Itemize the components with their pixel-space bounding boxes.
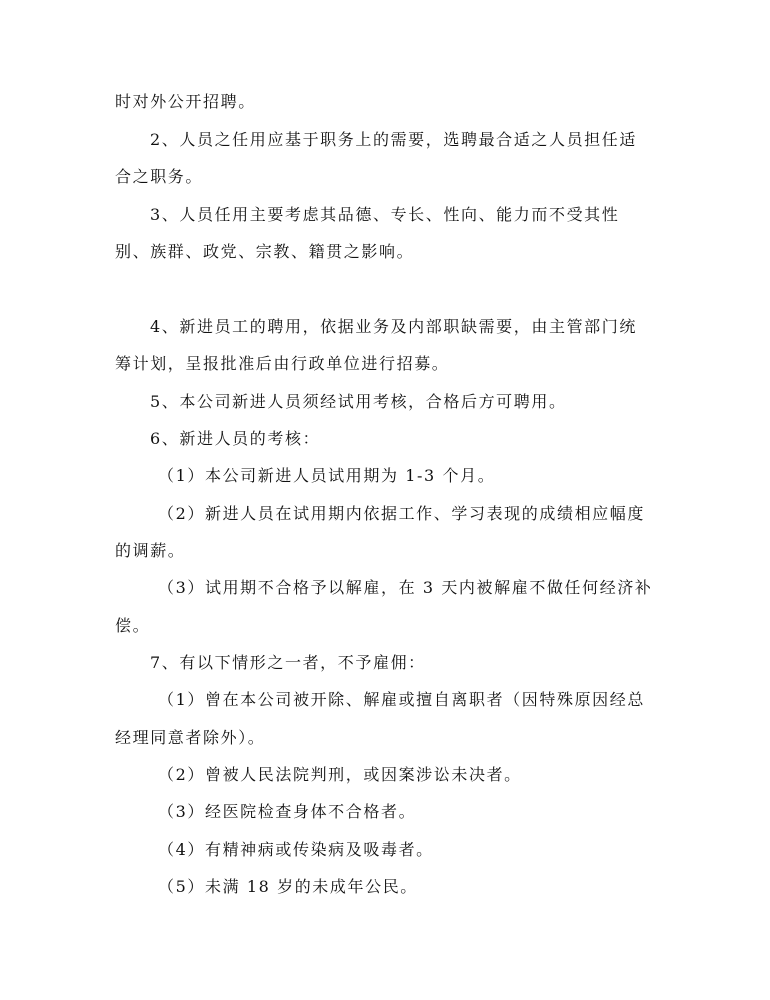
text-line-21: （5）未满 18 岁的未成年公民。 xyxy=(158,877,418,896)
text-line-2: 2、人员之任用应基于职务上的需要，选聘最合适之人员担任适 xyxy=(150,130,637,149)
text-line-15: 7、有以下情形之一者，不予雇佣： xyxy=(150,653,426,672)
text-line-20: （4）有精神病或传染病及吸毒者。 xyxy=(158,840,434,859)
text-line-5: 别、族群、政党、宗教、籍贯之影响。 xyxy=(115,242,415,261)
text-line-14: 偿。 xyxy=(115,616,151,635)
text-line-7: 筹计划，呈报批准后由行政单位进行招募。 xyxy=(115,354,450,373)
text-line-6: 4、新进员工的聘用，依据业务及内部职缺需要，由主管部门统 xyxy=(150,317,637,336)
text-line-9: 6、新进人员的考核： xyxy=(150,429,321,448)
text-line-17: 经理同意者除外）。 xyxy=(115,728,266,747)
text-line-4: 3、人员任用主要考虑其品德、专长、性向、能力而不受其性 xyxy=(150,205,620,224)
text-line-12: 的调薪。 xyxy=(115,541,186,560)
text-line-19: （3）经医院检查身体不合格者。 xyxy=(158,802,417,821)
text-line-11: （2）新进人员在试用期内依据工作、学习表现的成绩相应幅度 xyxy=(158,504,645,523)
text-line-18: （2）曾被人民法院判刑，或因案涉讼未决者。 xyxy=(158,765,522,784)
text-line-1: 时对外公开招聘。 xyxy=(115,92,256,111)
text-line-8: 5、本公司新进人员须经试用考核，合格后方可聘用。 xyxy=(150,392,567,411)
text-line-3: 合之职务。 xyxy=(115,167,204,186)
text-line-16: （1）曾在本公司被开除、解雇或擅自离职者（因特殊原因经总 xyxy=(158,690,645,709)
text-line-13: （3）试用期不合格予以解雇，在 3 天内被解雇不做任何经济补 xyxy=(158,578,653,597)
text-line-10: （1）本公司新进人员试用期为 1-3 个月。 xyxy=(158,466,496,485)
